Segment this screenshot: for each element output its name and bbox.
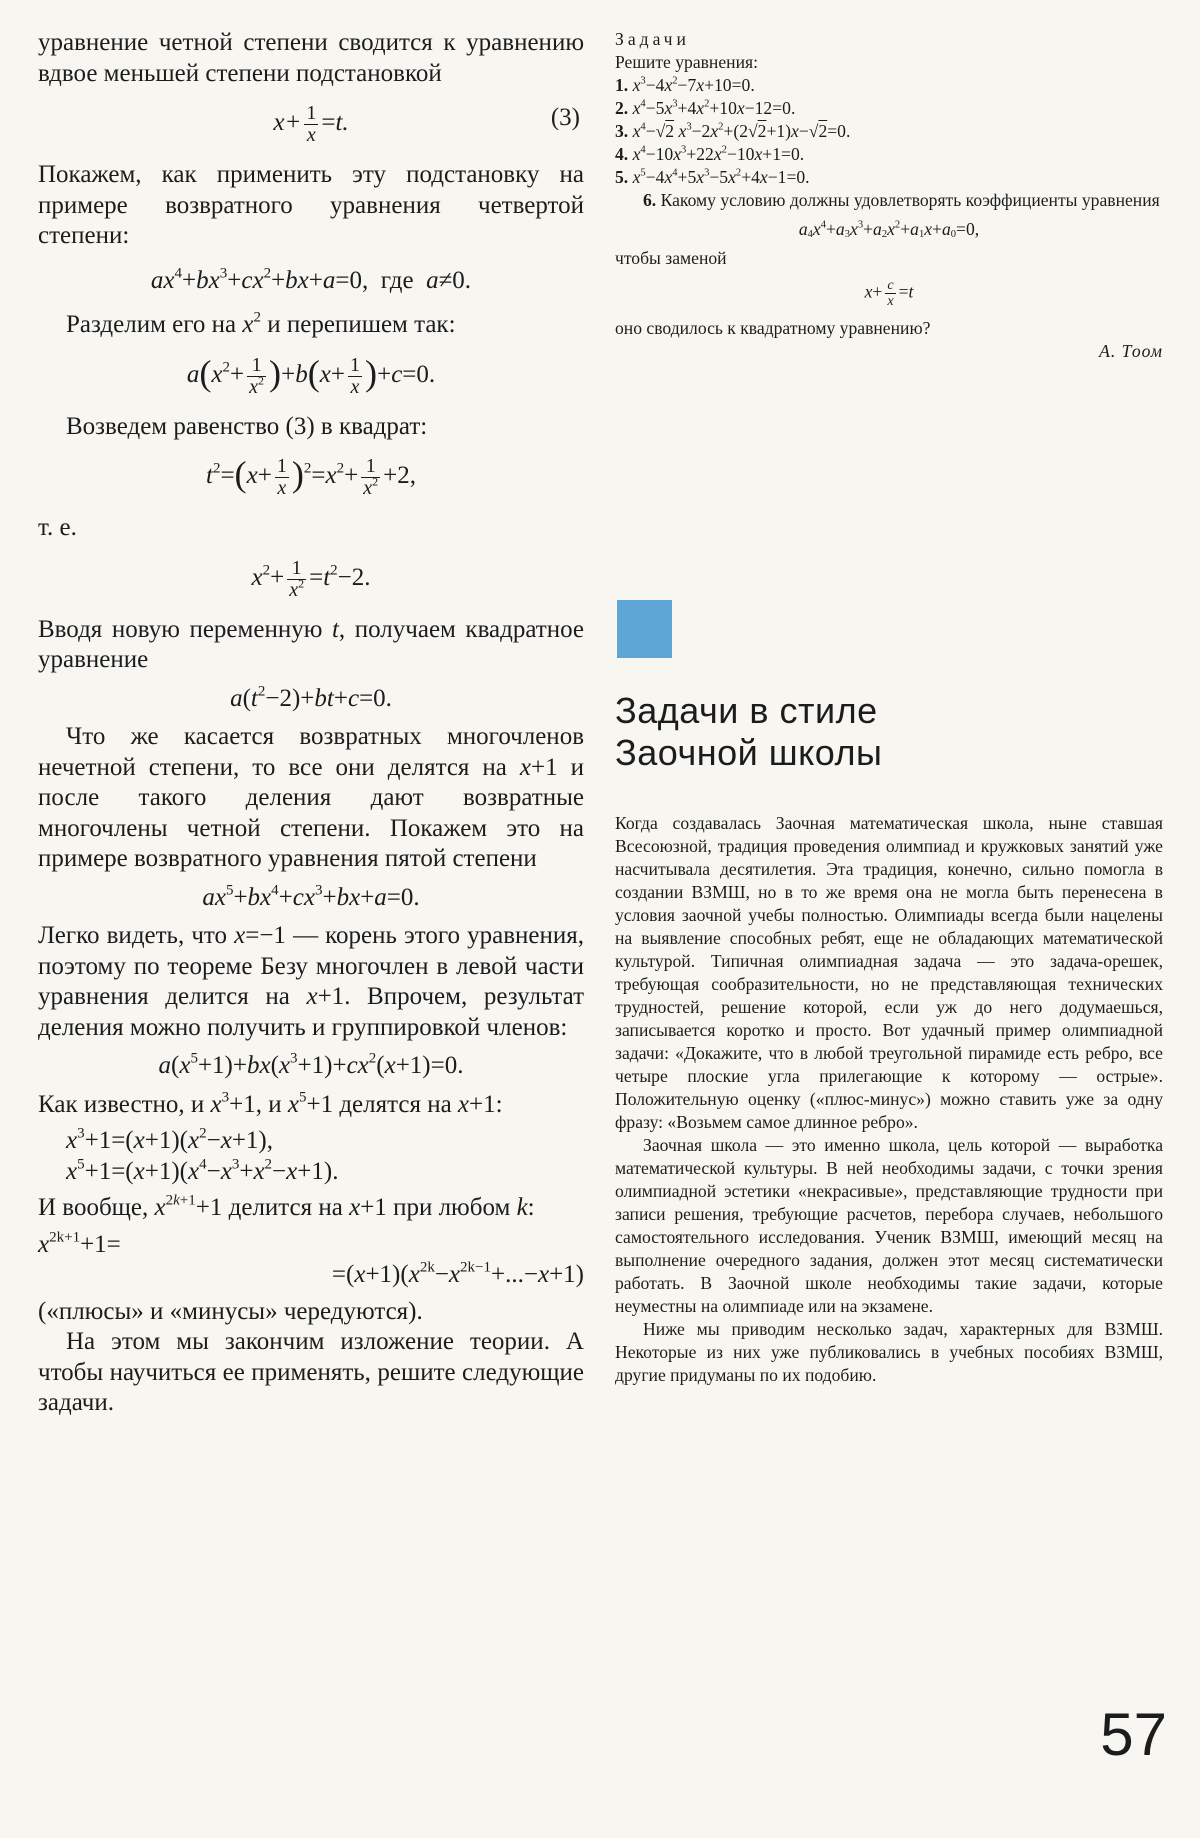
title-line: Заочной школы (615, 732, 883, 773)
paragraph: Разделим его на $x^2$ и перепишем так: (66, 309, 456, 338)
text: Какому условию должны удовлетворять коэффициенты уравнения (660, 190, 1160, 210)
page-number: 57 (1100, 1701, 1167, 1768)
formula-quartic: $ax^4+bx^3+cx^2+bx+a=0$, где a≠0. (150, 265, 472, 294)
formula-substitution: x+ $\frac{c}{x}$ =t (864, 277, 914, 309)
problem-item: 1. $x^3-4x^2-7x+10=0$. (615, 75, 755, 95)
paragraph: т. е. (38, 514, 77, 541)
text: . Впрочем, результат деления можно получить и группировкой членов: (38, 983, 584, 1041)
left-column (38, 28, 584, 1419)
text: делятся на (339, 1090, 452, 1118)
formula-divided: $a(x^2+$ $\frac{1}{x^2}$ )+b(x+ $\frac{1}{x}$ )+c=0. (186, 352, 436, 398)
text: Вводя новую переменную (38, 615, 323, 643)
problem-6: 6. Какому условию должны удовлетворять коэффициенты уравнения (643, 190, 1160, 210)
text: , получаем квадратное уравнение (38, 615, 585, 673)
formula-quintic: $ax^5+bx^4+cx^3+bx+a=0$. (202, 882, 420, 911)
paragraph: Заочная школа — это именно школа, цель которой — выработка математической культуры. В ней необходимы задачи, с точки зрения олимпиадной эстетики «некрасивые», представляющие трудности при записи решения, требующие расчетов, перебора случаев, небольшого самостоятельного исследования. Ученик ВЗМШ, имеющий месяц на выполнение очередного задания, должен этот месяц систематически работать. В Заочной школе необходимы такие задачи, которые неуместны на олимпиаде или на экзамене. (615, 1135, 1163, 1316)
text: и перепишем так: (267, 311, 456, 338)
paragraph: («плюсы» и «минусы» чередуются). (38, 1297, 423, 1325)
text: Разделим его на (66, 311, 237, 338)
formula-3: x+ $\frac{1}{x}$ =t. (3) (273, 102, 580, 146)
paragraph: Что же касается возвратных многочленов нечетной степени, то все они делятся на x+1 и после такого деления дают возвратные многочлены четной степени. Покажем это на примере возвратного уравнения пятой степени (38, 723, 585, 872)
formula-factor-3: $x^3+1=(x+1)(x^2-x+1)$, (66, 1125, 274, 1154)
problem-item: 3. $x^4-√2$ $x^3-2x^2+(2√2+1)x-√2=0$. (615, 121, 851, 141)
text: делится на (228, 1194, 343, 1221)
paragraph: Ниже мы приводим несколько задач, характерных для ВЗМШ. Некоторые из них уже публиковались в учебных пособиях ВЗМШ, другие придуманы по их подобию. (615, 1319, 1163, 1385)
paragraph: Покажем, как применить эту подстановку на примере возвратного уравнения четвертой степени: (38, 161, 584, 249)
author: А. Тоом (1099, 340, 1163, 361)
paragraph: Как известно, и $x^3+1$, и $x^5+1$ делятся на x+1: (38, 1089, 503, 1118)
paragraph: И вообще, $x^{2k+1}+1$ делится на x+1 при любом k: (38, 1192, 535, 1221)
problems-intro: Решите уравнения: (615, 52, 758, 72)
problems-section (615, 28, 1163, 363)
article-body (615, 812, 1163, 1387)
equation-number: (3) (550, 104, 580, 131)
text: Как известно, и (38, 1090, 205, 1118)
article-title (615, 690, 1155, 774)
formula-quadratic: $a(t^2-2)+bt+c=0$. (230, 683, 392, 712)
formula-general-2: $=(x+1)(x^{2k}-x^{2k-1}+...-x+1)$ (331, 1259, 584, 1288)
paragraph: На этом мы закончим изложение теории. А чтобы научиться ее применять, решите следующие задачи. (38, 1328, 584, 1416)
formula-factor-5: $x^5+1=(x+1)(x^4-x^3+x^2-x+1)$. (66, 1156, 339, 1185)
text: при любом (393, 1194, 511, 1221)
formula-square: $t^2=(x+$ $\frac{1}{x}$ )$^2=x^2+$ $\frac{1}{x^2}$ +2, (205, 454, 416, 499)
text: — корень этого уравнения, поэтому по теореме Безу многочлен в левой части уравнения делится на (38, 922, 585, 1010)
text: и после такого деления дают возвратные многочлены четной степени. Покажем это на примере возвратного уравнения пятой степени (38, 753, 585, 872)
text: Что же касается возвратных многочленов нечетной степени, то все они делятся на (38, 723, 584, 781)
formula-general-quartic: $a_4x^4+a_3x^3+a_2x^2+a_1x+a_0=0$, (798, 219, 980, 241)
paragraph: Вводя новую переменную t, получаем квадратное уравнение (38, 615, 585, 673)
title-line: Задачи в стиле (615, 690, 878, 731)
accent-square (617, 600, 672, 658)
paragraph: чтобы заменой (615, 248, 727, 268)
where-word: где (380, 266, 414, 294)
problems-heading: Задачи (615, 29, 690, 49)
problem-item: 4. $x^4-10x^3+22x^2-10x+1=0$. (615, 144, 805, 164)
paragraph: уравнение четной степени сводится к уравнению вдвое меньшей степени подстановкой (38, 29, 584, 87)
text: Легко видеть, что (38, 922, 227, 949)
problem-item: 2. $x^4-5x^3+4x^2+10x-12=0$. (615, 98, 796, 118)
paragraph: оно сводилось к квадратному уравнению? (615, 317, 931, 338)
formula-t-squared: $x^2+$ $\frac{1}{x^2}$ $=t^2-2$. (251, 556, 371, 601)
formula-grouping: $a(x^5+1)+bx(x^3+1)+cx^2(x+1)=0$. (158, 1050, 464, 1079)
text: , и (255, 1090, 282, 1118)
text: И вообще, (38, 1194, 149, 1221)
formula-general: $x^{2k+1}+1=$ (38, 1229, 121, 1258)
problem-list (615, 74, 1163, 189)
paragraph: Возведем равенство (3) в квадрат: (66, 412, 428, 440)
paragraph: Когда создавалась Заочная математическая школа, ныне ставшая Всесоюзной, традиция проведения олимпиад и кружковых занятий уже насчитывала десятилетия. Эта традиция, конечно, сильно помогла в создании ВЗМШ, но в то же время она не могла быть перенесена в условия заочной учебы полностью. Олимпиады всегда были нацелены на выявление способных ребят, еще не обладающих математической культурой. Типичная олимпиадная задача — это задача-орешек, требующая сообразительности, но не представляющая технических трудностей, решение которой, если уж до него додумаешься, записывается коротко и просто. Вот удачный пример олимпиадной задачи: «Докажите, что в любой треугольной пирамиде есть ребро, все четыре плоские угла прилегающие к которому — острые». Положительную оценку («плюс-минус») можно ставить уже за одну фразу: «Возьмем самое длинное ребро». (615, 813, 1163, 1132)
paragraph: Легко видеть, что x=−1 — корень этого уравнения, поэтому по теореме Безу многочлен в левой части уравнения делится на x+1. Впрочем, результат деления можно получить и группировкой членов: (38, 922, 585, 1041)
problem-item: 5. $x^5-4x^4+5x^3-5x^2+4x-1=0$. (615, 167, 810, 187)
